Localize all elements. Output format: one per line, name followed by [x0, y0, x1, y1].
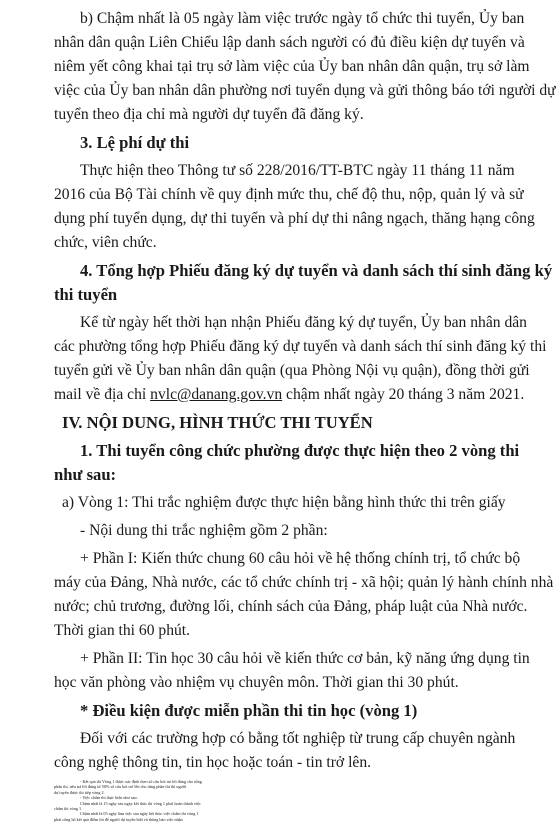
summary-line-3: tuyển gửi về Ủy ban nhân dân quận (qua Phòng Nội vụ quận), đồng thời gửi	[54, 362, 530, 379]
part1-line-2: máy của Đảng, Nhà nước, các tổ chức chính trị - xã hội; quản lý hành chính nhà	[54, 574, 554, 591]
part1-line-1: + Phần I: Kiến thức chung 60 câu hỏi về hệ thống chính trị, tổ chức bộ	[80, 550, 521, 567]
tail-line-34: dự tuyển được thi tiếp vòng 2.	[54, 789, 105, 795]
heading-exam-rounds-cont: như sau:	[54, 465, 117, 484]
fee-line-4: chức, viên chức.	[54, 234, 157, 251]
part1-line-4: Thời gian thi 60 phút.	[54, 622, 191, 639]
fee-line-3: dụng phí tuyển dụng, dự thi tuyển và phí dự thi nâng ngạch, thăng hạng công	[54, 210, 535, 227]
fee-line-1: Thực hiện theo Thông tư số 228/2016/TT-BTC ngày 11 tháng 11 năm	[80, 162, 515, 179]
heading-exemption: * Điều kiện được miễn phần thi tin học (vòng 1)	[80, 701, 418, 720]
part2-line-1: + Phần II: Tin học 30 câu hỏi về kiến thức cơ bản, kỹ năng ứng dụng tin	[80, 650, 530, 667]
part1-line-3: nước; chủ trương, đường lối, chính sách của Đảng, pháp luật của Nhà nước.	[54, 598, 528, 615]
fee-line-2: 2016 của Bộ Tài chính về quy định mức thu, chế độ thu, nộp, quản lý và sử	[54, 186, 524, 203]
summary-line-1: Kể từ ngày hết thời hạn nhận Phiếu đăng ký dự tuyển, Ủy ban nhân dân	[80, 314, 527, 331]
para-b-line-2: nhân dân quận Liên Chiểu lập danh sách người có đủ điều kiện dự tuyển và	[54, 34, 525, 51]
para-b-line-3: niêm yết công khai tại trụ sở làm việc của Ủy ban nhân dân quận, trụ sở làm	[54, 58, 530, 75]
tail-line-35: - Việc chấm thi thực hiện như sau:	[80, 795, 138, 801]
summary-line-4	[54, 385, 524, 405]
tail-line-39: phải công bố kết quả điểm thi để người dự tuyển biết và thông báo việc nhận	[54, 816, 183, 822]
exemption-line-1: Đối với các trường hợp có bằng tốt nghiệp từ trung cấp chuyên ngành	[80, 730, 516, 747]
heading-summary-cont: thi tuyển	[54, 285, 118, 304]
tail-line-38: Chậm nhất là 05 ngày làm việc sau ngày kết thúc việc chấm thi vòng 1	[80, 811, 199, 817]
para-b-line-5: tuyển theo địa chỉ mà người dự tuyển đã đăng ký.	[54, 106, 364, 123]
round1-content-line: - Nội dung thi trắc nghiệm gồm 2 phần:	[80, 522, 328, 539]
round1-line: a) Vòng 1: Thi trắc nghiệm được thực hiện bằng hình thức thi trên giấy	[62, 494, 506, 511]
section-iv-heading: IV. NỘI DUNG, HÌNH THỨC THI TUYỂN	[62, 413, 373, 432]
para-b-line-4: việc của Ủy ban nhân dân phường nơi tuyển dụng và gửi thông báo tới người dự	[54, 82, 556, 99]
para-b-line-1: b) Chậm nhất là 05 ngày làm việc trước ngày tổ chức thi tuyển, Ủy ban	[80, 10, 525, 27]
tail-line-32: - Kết quả thi Vòng 1 được xác định theo số câu hỏi trả lời đúng cho từng	[80, 779, 202, 784]
tail-line-37: chấm thi vòng 1.	[54, 805, 83, 811]
heading-summary: 4. Tổng hợp Phiếu đăng ký dự tuyển và danh sách thí sinh đăng ký	[80, 261, 553, 280]
tail-line-33: phần thi, nếu trả lời đúng từ 50% số câu hỏi trở lên cho từng phần thi thì người	[54, 784, 187, 790]
email-link[interactable]: nvlc@danang.gov.vn	[150, 386, 283, 403]
tail-line-36: Chậm nhất là 15 ngày sau ngày kết thúc thi vòng 1 phải hoàn thành việc	[80, 800, 201, 806]
summary-line-4-start: mail về địa chỉ	[54, 386, 151, 403]
summary-line-2: các phường tổng hợp Phiếu đăng ký dự tuyển và danh sách thí sinh đăng ký thi	[54, 338, 547, 355]
summary-line-4-end: chậm nhất ngày 20 tháng 3 năm 2021.	[282, 386, 525, 403]
heading-fee: 3. Lệ phí dự thi	[80, 133, 190, 152]
part2-line-2: học văn phòng vào nhiệm vụ chuyên môn. Thời gian thi 30 phút.	[54, 674, 459, 691]
heading-exam-rounds: 1. Thi tuyển công chức phường được thực hiện theo 2 vòng thi	[80, 441, 520, 460]
exemption-line-2: công nghệ thông tin, tin học hoặc toán - tin trở lên.	[54, 754, 372, 771]
